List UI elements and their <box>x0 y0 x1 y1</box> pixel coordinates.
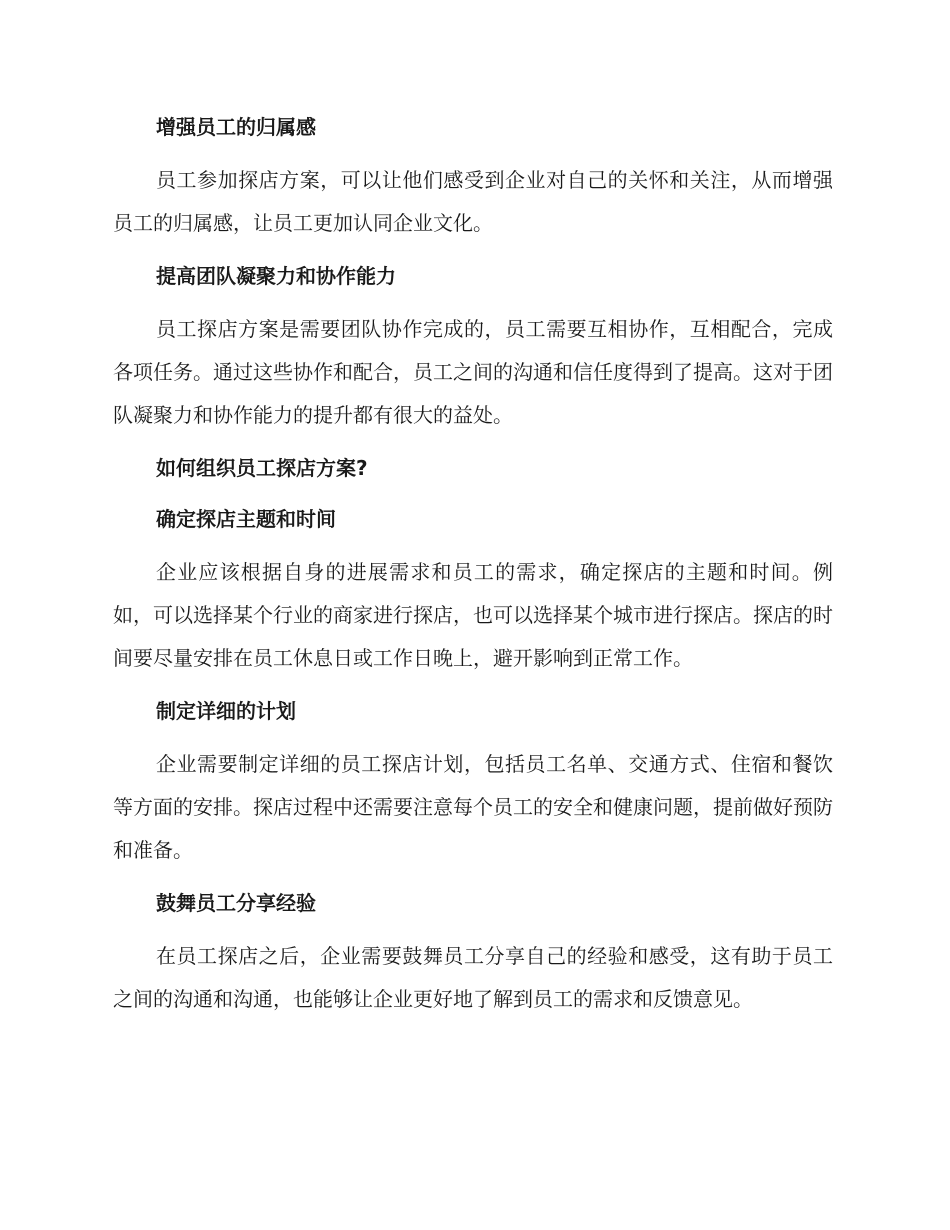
section-heading-theme-and-time: 确定探店主题和时间 <box>156 507 336 531</box>
paragraph-share-experience: 在员工探店之后，企业需要鼓舞员工分享自己的经验和感受，这有助于员工之间的沟通和沟通，也能够让企业更好地了解到员工的需求和反馈意见。 <box>113 944 833 1011</box>
section-heading-belonging: 增强员工的归属感 <box>156 115 316 139</box>
section-heading-share-experience: 鼓舞员工分享经验 <box>156 891 316 915</box>
paragraph-detailed-plan: 企业需要制定详细的员工探店计划，包括员工名单、交通方式、住宿和餐饮等方面的安排。探店过程中还需要注意每个员工的安全和健康问题，提前做好预防和准备。 <box>113 752 833 862</box>
paragraph-teamwork: 员工探店方案是需要团队协作完成的，员工需要互相协作，互相配合，完成各项任务。通过这些协作和配合，员工之间的沟通和信任度得到了提高。这对于团队凝聚力和协作能力的提升都有很大的益处。 <box>113 317 833 427</box>
section-heading-teamwork: 提高团队凝聚力和协作能力 <box>156 264 396 288</box>
section-heading-detailed-plan: 制定详细的计划 <box>156 699 296 723</box>
document-body <box>113 108 833 1033</box>
paragraph-theme-and-time: 企业应该根据自身的进展需求和员工的需求，确定探店的主题和时间。例如，可以选择某个行业的商家进行探店，也可以选择某个城市进行探店。探店的时间要尽量安排在员工休息日或工作日晚上，避开影响到正常工作。 <box>113 560 833 670</box>
paragraph-belonging: 员工参加探店方案，可以让他们感受到企业对自己的关怀和关注，从而增强员工的归属感，让员工更加认同企业文化。 <box>113 168 833 235</box>
section-heading-how-to-organize: 如何组织员工探店方案? <box>156 456 368 480</box>
